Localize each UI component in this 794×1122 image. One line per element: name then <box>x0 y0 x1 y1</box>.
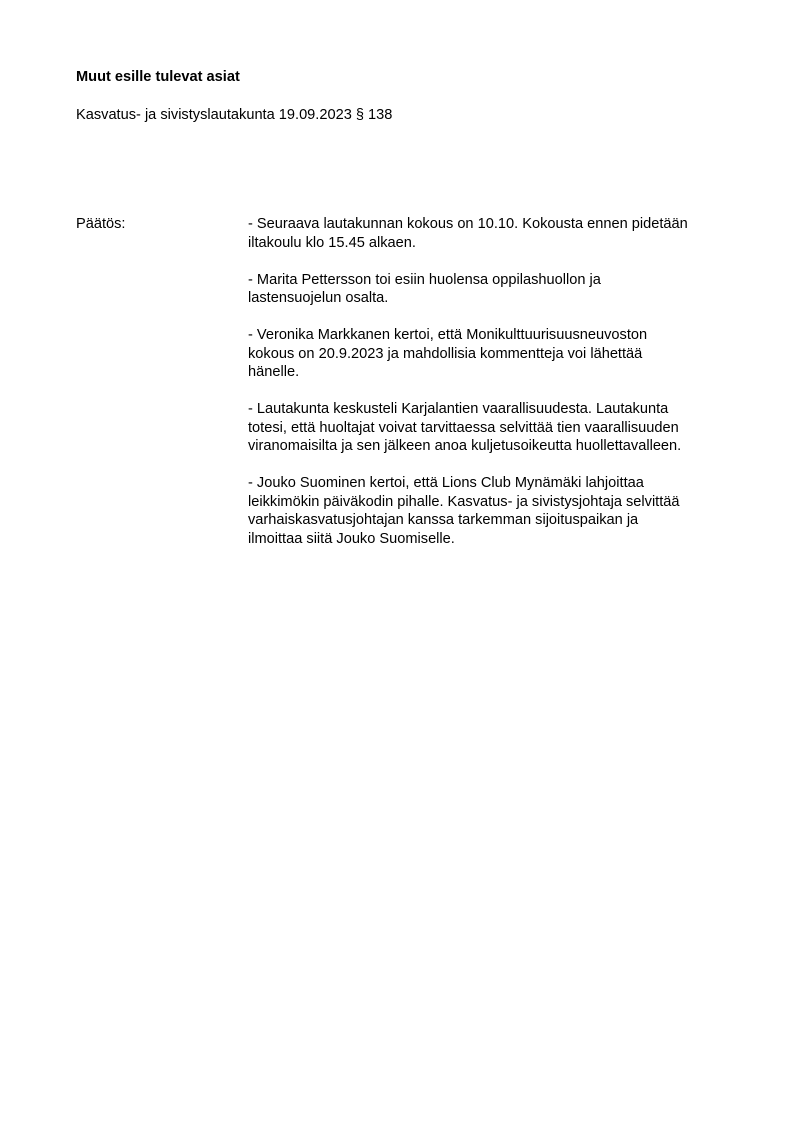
decision-item-line: - Jouko Suominen kertoi, että Lions Club Mynämäki lahjoittaa <box>248 475 644 491</box>
decision-item-line: - Marita Pettersson toi esiin huolensa oppilashuollon ja <box>248 271 601 288</box>
decision-item-line: kokous on 20.9.2023 ja mahdollisia kommentteja voi lähettää <box>248 345 643 362</box>
decision-item <box>248 400 738 456</box>
document-title: Muut esille tulevat asiat <box>76 69 240 85</box>
decision-item-line: totesi, että huoltajat voivat tarvittaessa selvittää tien vaarallisuuden <box>248 419 679 436</box>
decision-item-line: varhaiskasvatusjohtajan kanssa tarkemman sijoituspaikan ja <box>248 512 639 528</box>
decision-item-line: iltakoulu klo 15.45 alkaen. <box>248 234 416 251</box>
decision-item <box>248 474 738 548</box>
decision-item-line: - Seuraava lautakunnan kokous on 10.10. Kokousta ennen pidetään <box>248 216 688 232</box>
decision-item <box>248 215 738 252</box>
decision-list <box>248 215 738 567</box>
meeting-reference: Kasvatus- ja sivistyslautakunta 19.09.2023 § 138 <box>76 107 393 123</box>
decision-item-line: viranomaisilta ja sen jälkeen anoa kuljetusoikeutta huollettavalleen. <box>248 438 682 454</box>
decision-item-line: - Lautakunta keskusteli Karjalantien vaarallisuudesta. Lautakunta <box>248 401 669 417</box>
decision-item-line: leikkimökin päiväkodin pihalle. Kasvatus- ja sivistysjohtaja selvittää <box>248 493 680 510</box>
decision-item <box>248 326 738 382</box>
decision-item-line: hänelle. <box>248 364 300 380</box>
decision-item-line: - Veronika Markkanen kertoi, että Monikulttuurisuusneuvoston <box>248 327 648 343</box>
decision-item <box>248 271 738 308</box>
decision-label: Päätös: <box>76 216 126 232</box>
decision-item-line: ilmoittaa siitä Jouko Suomiselle. <box>248 530 455 547</box>
decision-item-line: lastensuojelun osalta. <box>248 290 389 306</box>
